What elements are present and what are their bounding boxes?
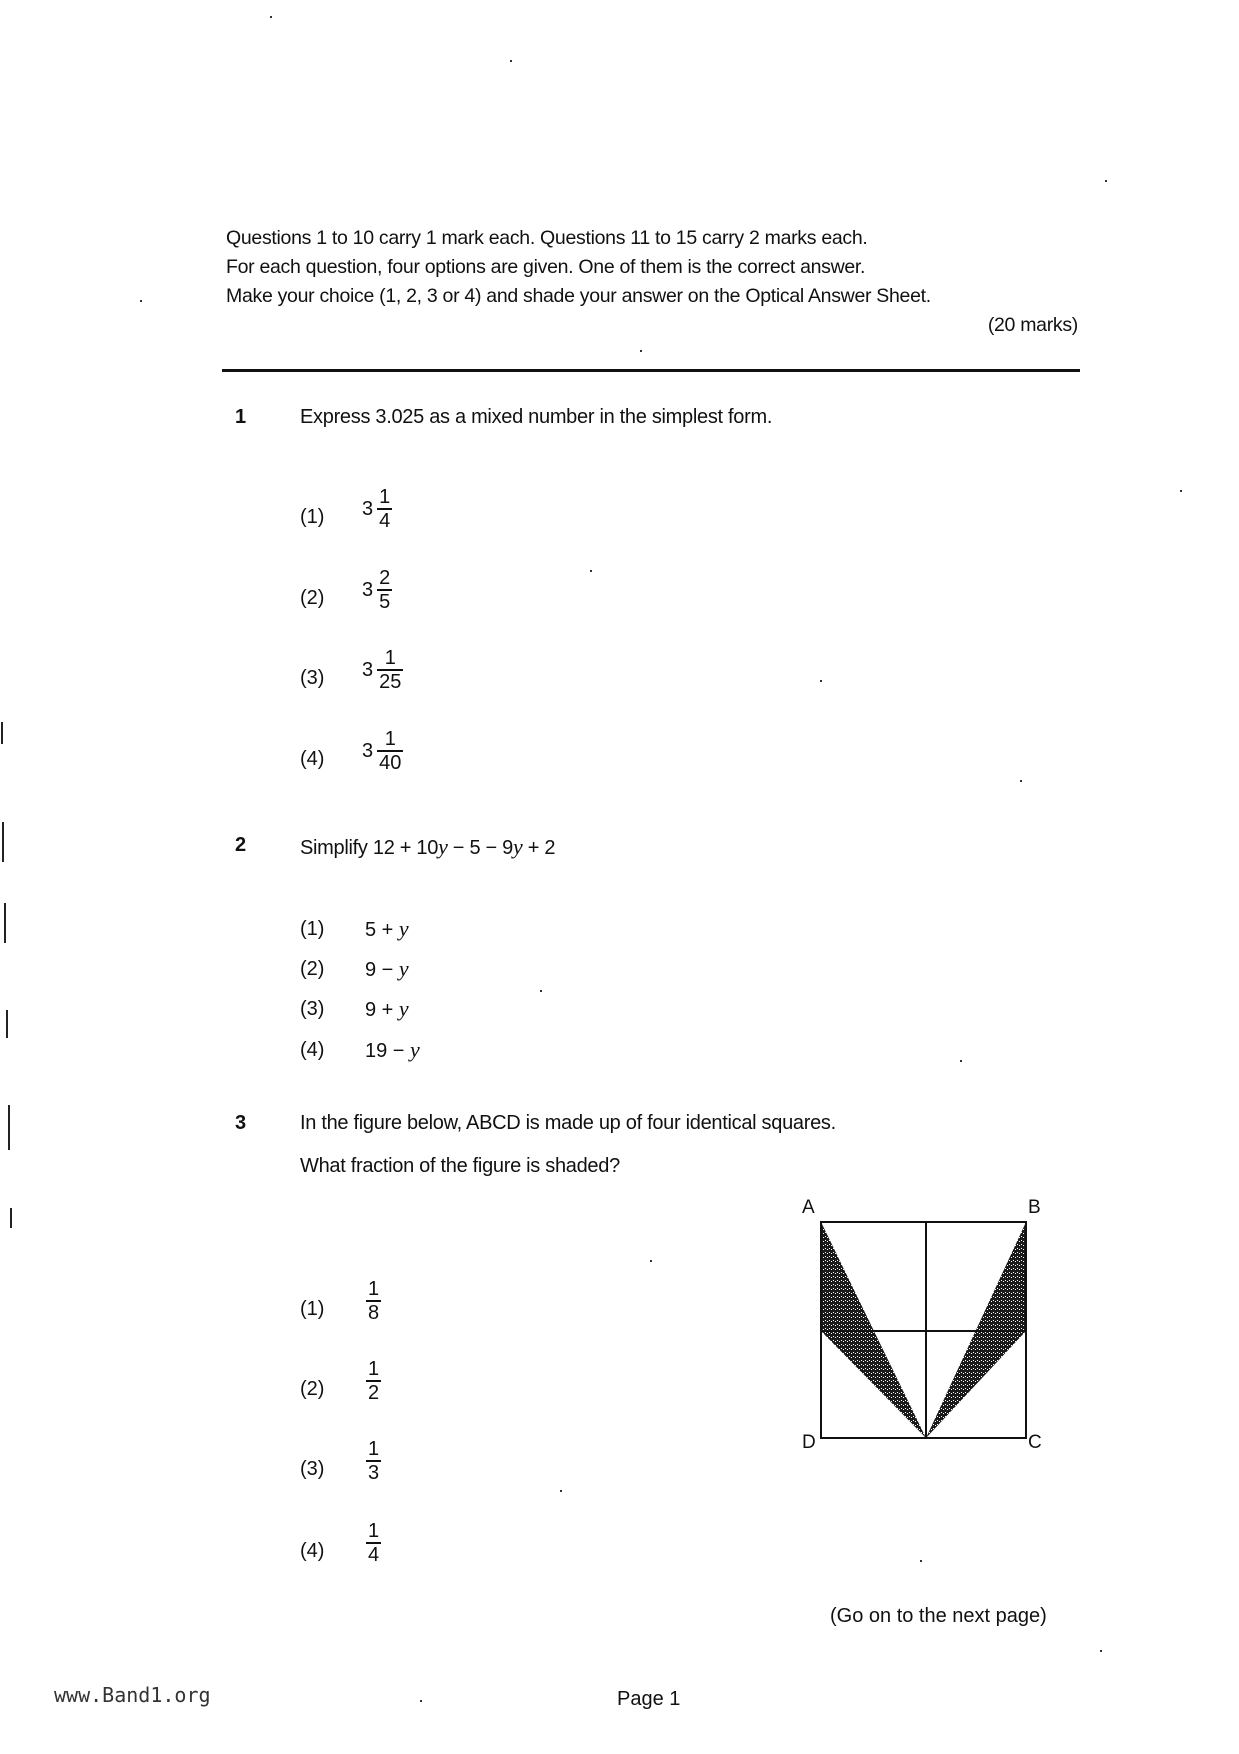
expression-part: 5 +	[365, 919, 399, 941]
variable: y	[512, 834, 523, 859]
option-fraction	[366, 1278, 381, 1324]
section-divider	[222, 369, 1080, 372]
option-expression	[365, 916, 409, 942]
denominator: 3	[368, 1462, 380, 1484]
question-text	[300, 834, 555, 860]
numerator: 1	[384, 728, 396, 750]
variable: y	[410, 1037, 420, 1062]
denominator: 25	[379, 671, 402, 693]
square-figure	[800, 1195, 1060, 1455]
option-label: (4)	[300, 1540, 325, 1562]
option-label: (4)	[300, 1039, 325, 1061]
option-mixed-number	[362, 567, 392, 613]
question-text: Express 3.025 as a mixed number in the simplest form.	[300, 406, 773, 428]
numerator: 1	[368, 1520, 380, 1542]
option-label: (4)	[300, 748, 325, 770]
expression-part: 9 +	[365, 999, 399, 1021]
option-fraction	[366, 1438, 381, 1484]
whole-part: 3	[362, 739, 374, 762]
variable: y	[438, 834, 448, 859]
denominator: 8	[368, 1302, 380, 1324]
whole-part: 3	[362, 658, 374, 681]
instruction-line: Make your choice (1, 2, 3 or 4) and shade your answer on the Optical Answer Sheet.	[226, 285, 931, 307]
expression-part: + 2	[522, 837, 556, 859]
denominator: 4	[368, 1544, 380, 1566]
denominator: 5	[379, 591, 391, 613]
expression-part: − 5 − 9	[447, 837, 513, 859]
option-label: (1)	[300, 1298, 325, 1320]
option-label: (3)	[300, 998, 325, 1020]
option-mixed-number	[362, 647, 403, 693]
question-number: 3	[235, 1112, 247, 1134]
question-prefix: Simplify	[300, 837, 368, 859]
denominator: 2	[368, 1382, 380, 1404]
variable: y	[398, 916, 409, 941]
question-text: In the figure below, ABCD is made up of four identical squares.	[300, 1112, 836, 1134]
option-label: (1)	[300, 506, 325, 528]
numerator: 2	[379, 567, 391, 589]
continue-note: (Go on to the next page)	[830, 1605, 1047, 1627]
option-label: (3)	[300, 1458, 325, 1480]
corner-label-d: D	[802, 1432, 816, 1453]
variable: y	[398, 956, 409, 981]
expression-part: 12 + 10	[372, 837, 439, 859]
fraction	[377, 728, 403, 774]
instruction-line: For each question, four options are given. One of them is the correct answer.	[226, 256, 866, 278]
denominator: 4	[379, 510, 391, 532]
whole-part: 3	[362, 578, 374, 601]
corner-label-c: C	[1028, 1432, 1042, 1453]
option-fraction	[366, 1520, 381, 1566]
option-expression	[365, 956, 409, 982]
fraction	[377, 486, 392, 532]
website-link[interactable]: www.Band1.org	[54, 1683, 211, 1707]
corner-label-a: A	[802, 1197, 815, 1218]
instruction-line: Questions 1 to 10 carry 1 mark each. Questions 11 to 15 carry 2 marks each.	[226, 227, 868, 249]
option-label: (3)	[300, 667, 325, 689]
numerator: 1	[384, 647, 396, 669]
expression-part: 9 −	[365, 959, 399, 981]
page-number: Page 1	[617, 1688, 681, 1710]
expression-part: 19 −	[365, 1040, 411, 1062]
instructions-block	[226, 224, 1078, 340]
option-label: (1)	[300, 918, 325, 940]
option-label: (2)	[300, 958, 325, 980]
numerator: 1	[368, 1278, 380, 1300]
option-expression	[365, 1037, 420, 1063]
numerator: 1	[368, 1358, 380, 1380]
fraction	[377, 647, 403, 693]
denominator: 40	[379, 752, 402, 774]
option-mixed-number	[362, 486, 392, 532]
option-label: (2)	[300, 587, 325, 609]
numerator: 1	[368, 1438, 380, 1460]
option-mixed-number	[362, 728, 403, 774]
variable: y	[398, 996, 409, 1021]
option-fraction	[366, 1358, 381, 1404]
question-number: 1	[235, 406, 247, 428]
option-label: (2)	[300, 1378, 325, 1400]
total-marks: (20 marks)	[987, 314, 1078, 336]
fraction	[377, 567, 392, 613]
whole-part: 3	[362, 497, 374, 520]
corner-label-b: B	[1028, 1197, 1041, 1218]
numerator: 1	[379, 486, 391, 508]
question-number: 2	[235, 834, 247, 856]
option-expression	[365, 996, 409, 1022]
question-text: What fraction of the figure is shaded?	[300, 1155, 620, 1177]
